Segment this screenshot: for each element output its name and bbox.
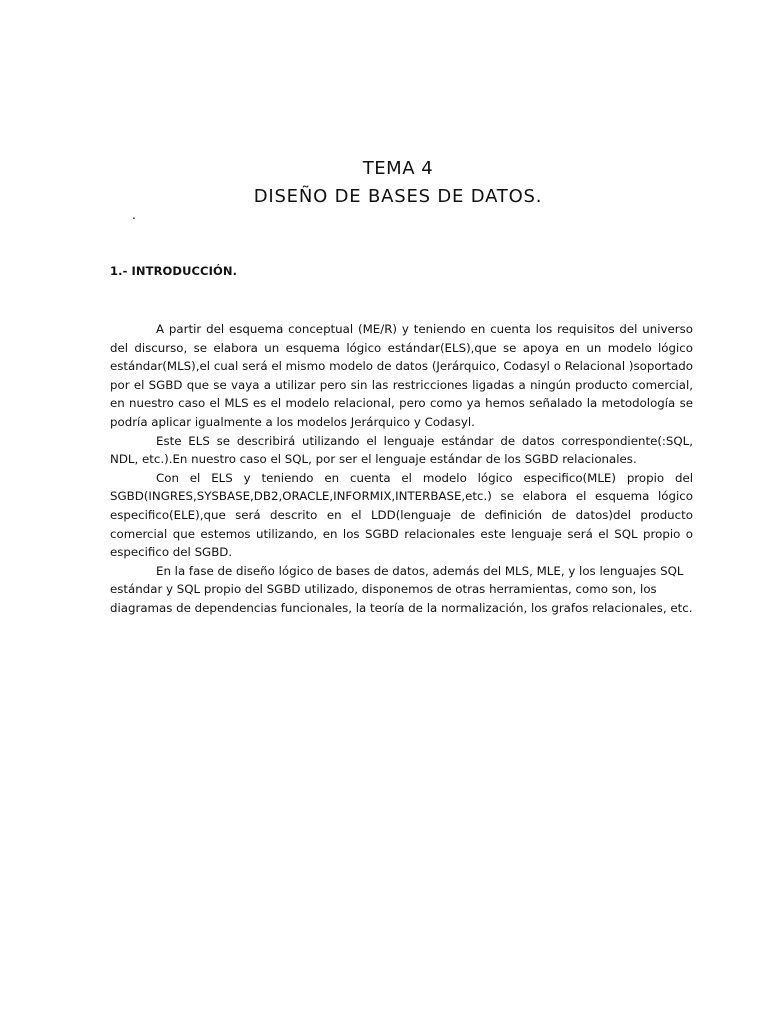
paragraph-3: Con el ELS y teniendo en cuenta el modelo lógico especifico(MLE) propio del SGBD(INGRES,SYSBASE,DB2,ORACLE,INFORMIX,INTERBASE,etc.) se elabora el esquema lógico especifico(ELE),que será descrito en el LDD(lenguaje de definición de datos)del producto comercial que estemos utilizando, en los SGBD relacionales este lenguaje será el SQL propio o especifico del SGBD.: [110, 470, 693, 560]
section-heading: 1.- INTRODUCCIÓN.: [110, 264, 238, 278]
document-title: DISEÑO DE BASES DE DATOS.: [253, 186, 543, 207]
document-title-topic: TEMA 4: [362, 158, 434, 179]
paragraph-2: Este ELS se describirá utilizando el lenguaje estándar de datos correspondiente(:SQL, NDL, etc.).En nuestro caso el SQL, por ser el lenguaje estándar de los SGBD relacionales.: [110, 433, 693, 467]
paragraph-4: En la fase de diseño lógico de bases de datos, además del MLS, MLE, y los lenguajes SQL estándar y SQL propio del SGBD utilizado, disponemos de otras herramientas, como son, los diagramas de dependencias funcionales, la teoría de la normalización, los grafos relacionales, etc.: [110, 563, 693, 615]
body-text: [110, 320, 693, 618]
title-block: [0, 156, 768, 212]
paragraph-1: A partir del esquema conceptual (ME/R) y teniendo en cuenta los requisitos del universo del discurso, se elabora un esquema lógico estándar(ELS),que se apoya en un modelo lógico estándar(MLS),el cual será el mismo modelo de datos (Jerárquico, Codasyl o Relacional )soportado por el SGBD que se vaya a utilizar pero sin las restricciones ligadas a ningún producto comercial, en nuestro caso el MLS es el modelo relacional, pero como ya hemos señalado la metodología se podría aplicar igualmente a los modelos Jerárquico y Codasyl.: [110, 322, 693, 429]
stray-mark: .: [132, 208, 136, 222]
